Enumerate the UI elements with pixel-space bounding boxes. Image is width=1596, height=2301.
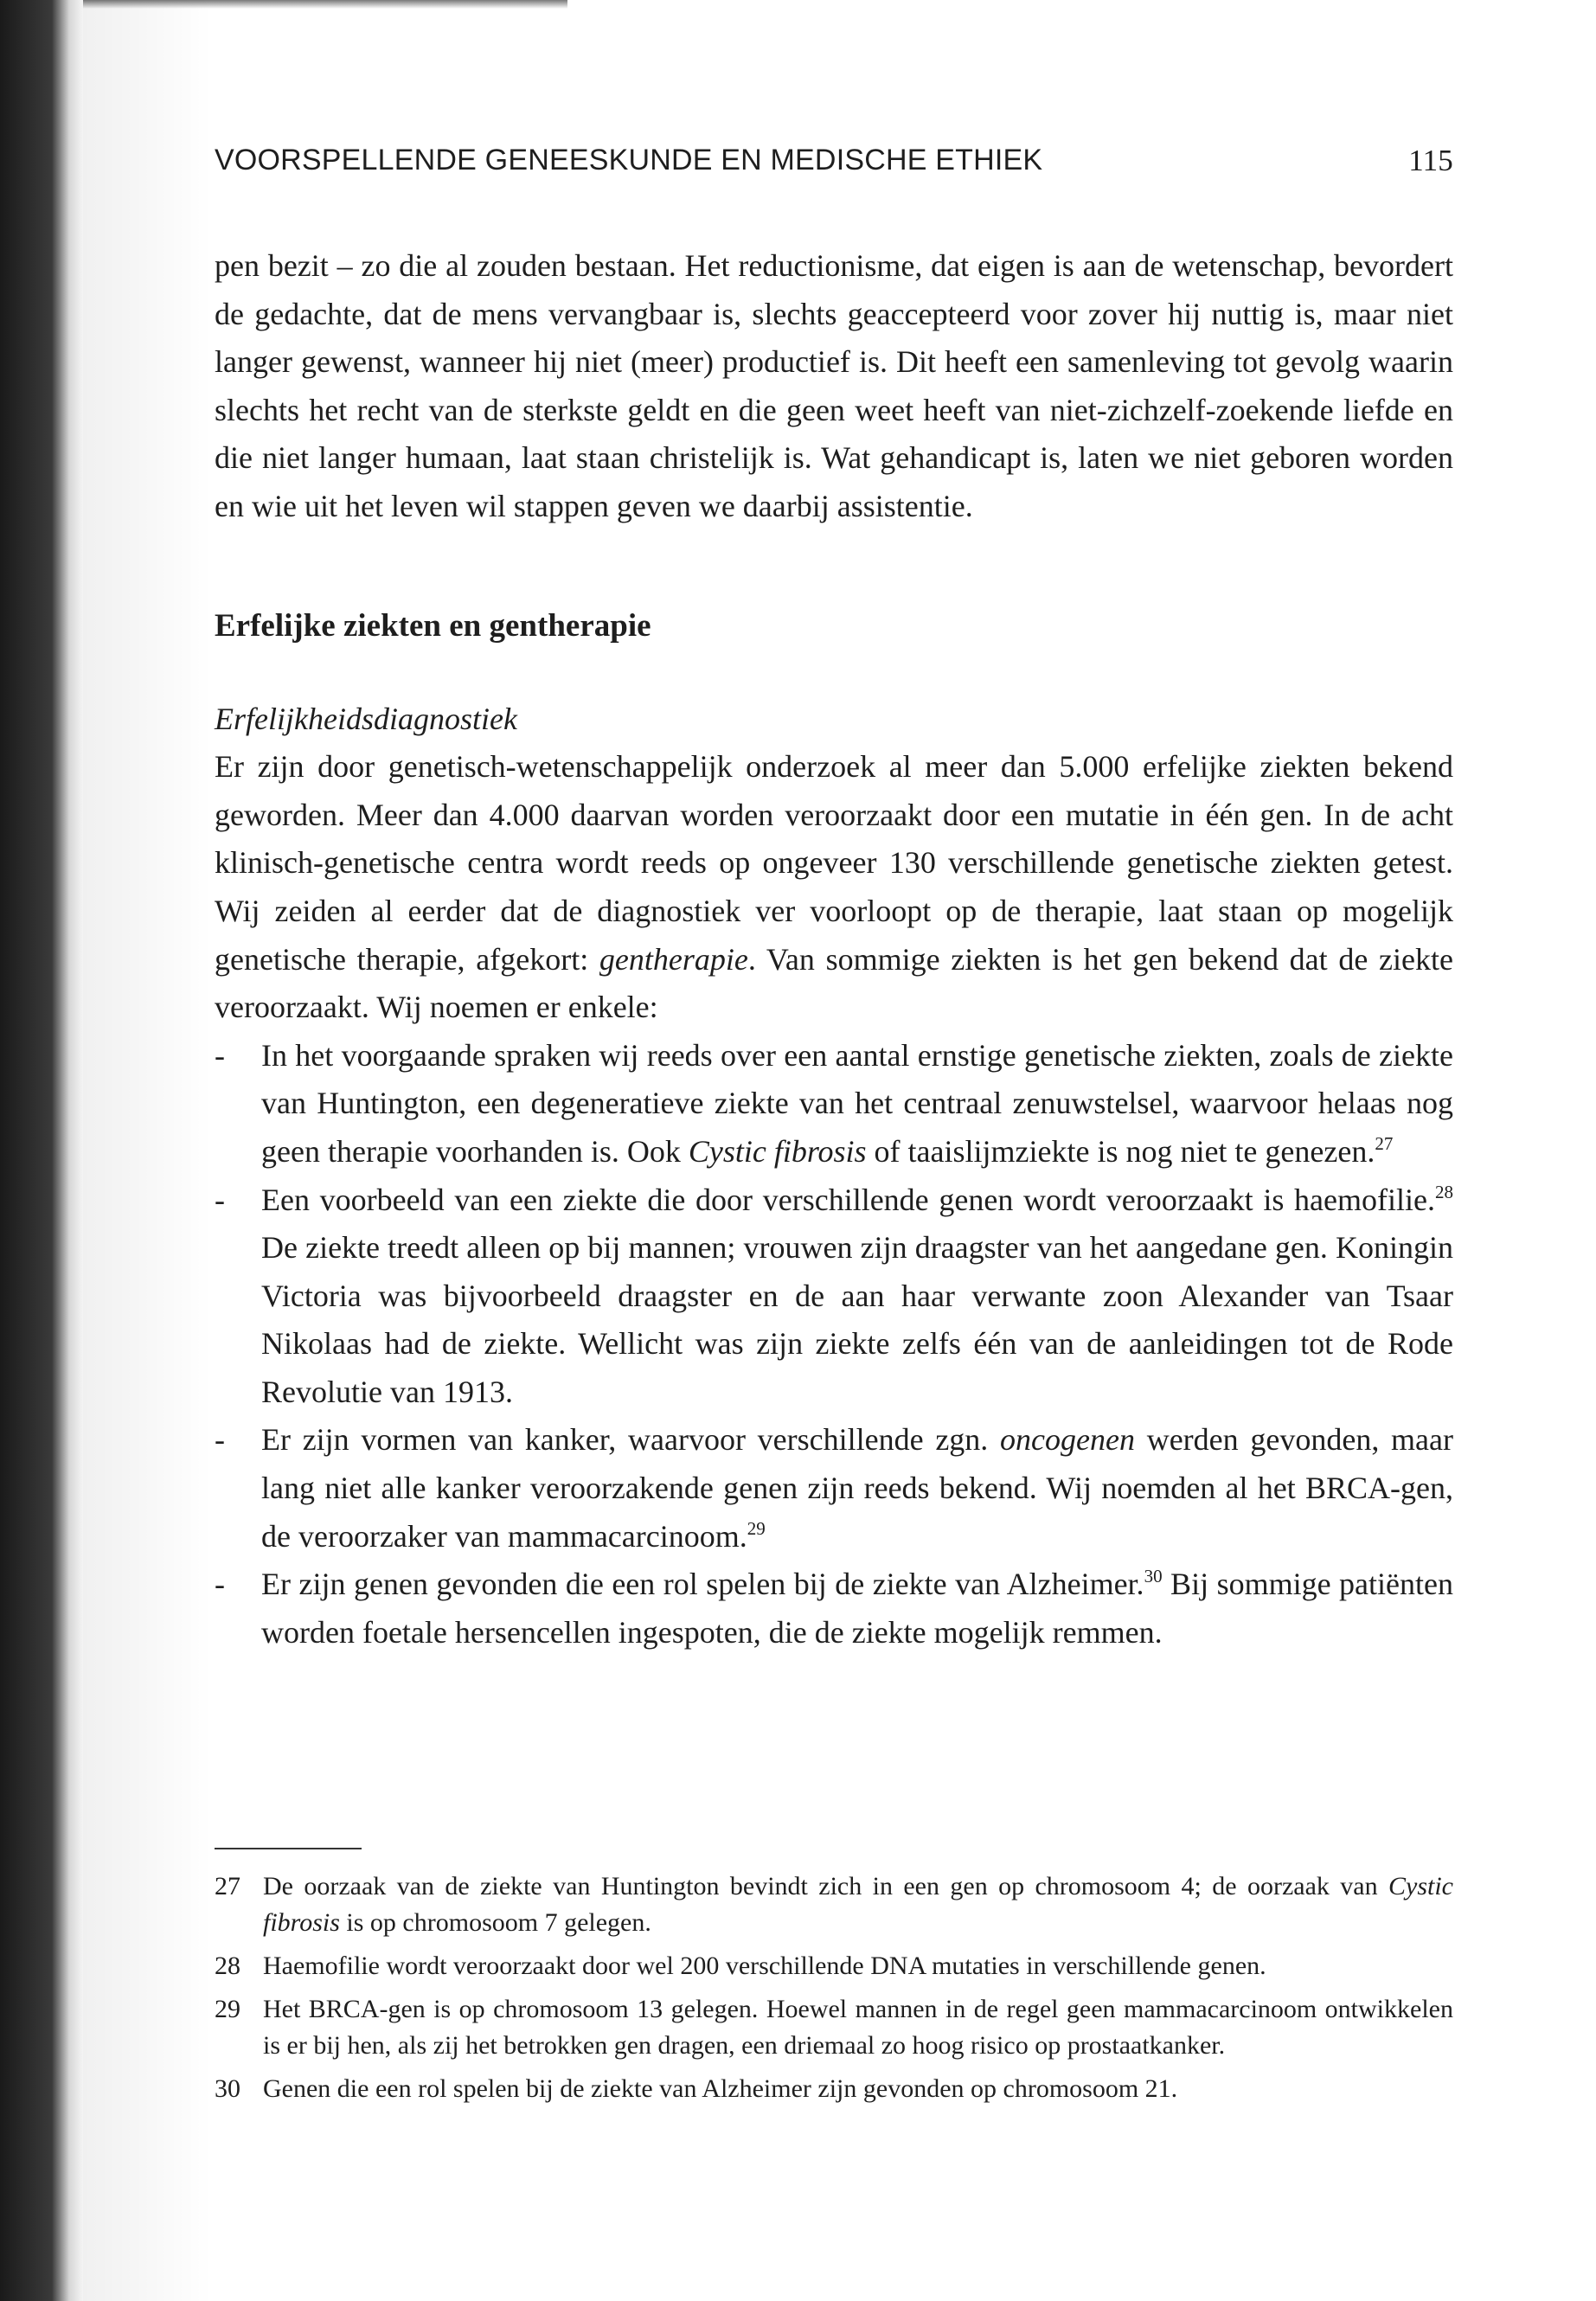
disease-list [215, 1032, 1453, 1657]
list-item-text: Een voorbeeld van een ziekte die door verschillende genen wordt veroorzaakt is haemofilie. [261, 1182, 1435, 1217]
body-text [215, 242, 1453, 1657]
term-cystic-fibrosis: Cystic fibrosis [688, 1133, 867, 1169]
intro-paragraph: pen bezit – zo die al zouden bestaan. Het reductionisme, dat eigen is aan de wetenschap, bevordert de gedachte, dat de mens vervangbaar is, slechts geaccepteerd voor zover hij nuttig is, maar niet langer gewenst, wanneer hij niet (meer) productief is. Dit heeft een samenleving tot gevolg waarin slechts het recht van de sterkste geldt en die geen weet heeft van niet-zichzelf-zoekende liefde en die niet langer humaan, laat staan christelijk is. Wat gehandicapt is, laten we niet geboren worden en wie uit het leven wil stappen geven we daarbij assistentie. [215, 248, 1453, 523]
list-dash: - [215, 1037, 225, 1073]
term-cystic-fibrosis: Cystic fibrosis [263, 1872, 1453, 1937]
footnote-30 [215, 2071, 1453, 2107]
footnote-29 [215, 1991, 1453, 2064]
footnote-text: Het BRCA-gen is op chromosoom 13 gelegen. Hoewel mannen in de regel geen mammacarcinoom ontwikkelen is er bij hen, als zij het betrokken gen dragen, een driemaal zo hoog risico op prostaatkanker. [263, 1995, 1453, 2060]
list-item [215, 1561, 1453, 1657]
footnotes [215, 1868, 1453, 2114]
list-item-text-end: De ziekte treedt alleen op bij mannen; vrouwen zijn draagster van het aangedane gen. Koningin Victoria was bijvoorbeeld draagster en de aan haar verwante zoon Alexander van Tsaar Nikolaas had de ziekte. Wellicht was zijn ziekte zelfs één van de aanleidingen tot de Rode Revolutie van 1913. [261, 1230, 1453, 1409]
list-dash: - [215, 1567, 225, 1602]
footnote-number: 30 [215, 2074, 240, 2103]
subsection-heading: Erfelijkheidsdiagnostiek [215, 701, 517, 736]
paragraph-text: Er zijn door genetisch-wetenschappelijk onderzoek al meer dan 5.000 erfelijke ziekten bekend geworden. Meer dan 4.000 daarvan worden veroorzaakt door een mutatie in één gen. In de acht klinisch-genetische centra wordt reeds op ongeveer 130 verschillende genetische ziekten getest. Wij zeiden al eerder dat de diagnostiek ver voorloopt op de therapie, laat staan op mogelijk genetische therapie, afgekort: [215, 749, 1453, 977]
list-item-text: Er zijn vormen van kanker, waarvoor verschillende zgn. [261, 1422, 1001, 1458]
page-number: 115 [1408, 144, 1453, 177]
footnote-text: De oorzaak van de ziekte van Huntington bevindt zich in een gen op chromosoom 4; de oorzaak van [263, 1872, 1388, 1900]
book-page [215, 0, 1453, 2301]
footnote-28 [215, 1948, 1453, 1984]
list-item [215, 1176, 1453, 1417]
footnote-number: 28 [215, 1952, 240, 1980]
paragraph-text-end: . Van sommige ziekten is het gen bekend dat de ziekte veroorzaakt. Wij noemen er enkele: [215, 941, 1453, 1025]
footnote-ref: 29 [747, 1517, 766, 1539]
running-title: VOORSPELLENDE GENEESKUNDE EN MEDISCHE ETHIEK [215, 144, 1043, 176]
list-item [215, 1416, 1453, 1561]
footnote-text: Genen die een rol spelen bij de ziekte van Alzheimer zijn gevonden op chromosoom 21. [263, 2074, 1178, 2103]
list-item-text: In het voorgaande spraken wij reeds over een aantal ernstige genetische ziekten, zoals de ziekte van Huntington, een degeneratieve ziekte van het centraal zenuwstelsel, waarvoor helaas nog geen therapie voorhanden is. Ook [261, 1037, 1453, 1169]
scan-binding-edge [0, 0, 83, 2301]
list-dash: - [215, 1422, 225, 1458]
list-item-text-end: werden gevonden, maar lang niet alle kanker veroorzakende genen zijn reeds bekend. Wij noemden al het BRCA-gen, de veroorzaker van mammacarcinoom. [261, 1422, 1453, 1554]
footnote-27 [215, 1868, 1453, 1941]
footnote-text: Haemofilie wordt veroorzaakt door wel 200 verschillende DNA mutaties in verschillende genen. [263, 1952, 1266, 1980]
section-paragraph [215, 743, 1453, 1032]
footnote-number: 29 [215, 1995, 240, 2023]
list-item-text-end: of taaislijmziekte is nog niet te genezen. [866, 1133, 1375, 1169]
footnote-ref: 30 [1144, 1566, 1163, 1587]
list-item [215, 1032, 1453, 1176]
footnote-ref: 28 [1435, 1181, 1453, 1202]
term-gentherapie: gentherapie [599, 941, 748, 977]
footnote-ref: 27 [1375, 1132, 1394, 1154]
list-item-text: Er zijn genen gevonden die een rol spelen bij de ziekte van Alzheimer. [261, 1567, 1144, 1602]
term-oncogenen: oncogenen [1000, 1422, 1135, 1458]
footnote-text-end: is op chromosoom 7 gelegen. [339, 1908, 651, 1937]
list-item-text-end: Bij sommige patiënten worden foetale hersencellen ingespoten, die de ziekte mogelijk remmen. [261, 1567, 1453, 1650]
scan-gutter-shadow [83, 0, 213, 2301]
footnote-number: 27 [215, 1872, 240, 1900]
list-dash: - [215, 1182, 225, 1217]
running-head [215, 144, 1453, 185]
section-heading: Erfelijke ziekten en gentherapie [215, 607, 651, 644]
footnote-divider [215, 1848, 362, 1849]
